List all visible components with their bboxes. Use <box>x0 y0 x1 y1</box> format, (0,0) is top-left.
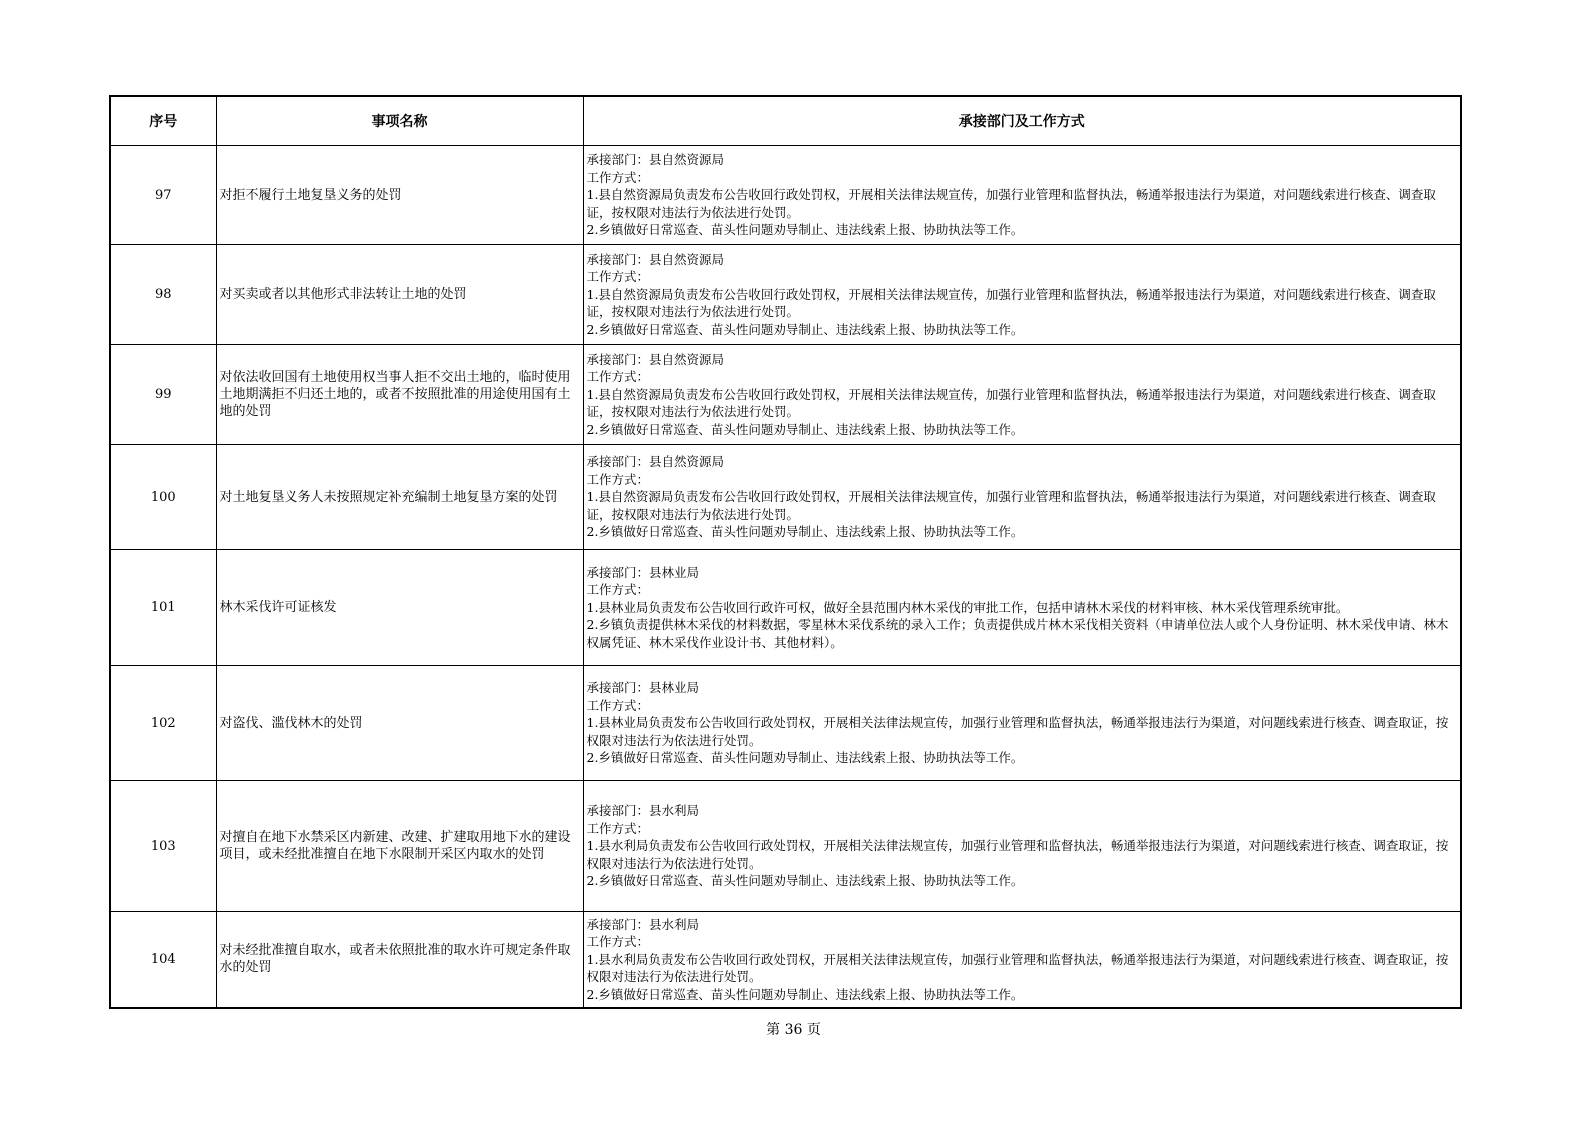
detail-line: 承接部门：县林业局 <box>586 564 700 580</box>
row-index: 99 <box>110 345 216 445</box>
detail-line: 工作方式： <box>586 697 650 713</box>
row-item-name: 对盗伐、滥伐林木的处罚 <box>216 666 583 781</box>
row-department-method <box>583 146 1461 245</box>
row-item-name: 对擅自在地下水禁采区内新建、改建、扩建取用地下水的建设项目，或未经批准擅自在地下水限制开采区内取水的处罚 <box>216 781 583 912</box>
detail-line: 2.乡镇做好日常巡查、苗头性问题劝导制止、违法线索上报、协助执法等工作。 <box>586 750 1024 766</box>
detail-line: 2.乡镇做好日常巡查、苗头性问题劝导制止、违法线索上报、协助执法等工作。 <box>586 421 1024 437</box>
detail-line: 工作方式： <box>586 369 650 385</box>
table-row <box>110 146 1461 245</box>
detail-line: 1.县水利局负责发布公告收回行政处罚权，开展相关法律法规宣传，加强行业管理和监督执法，畅通举报违法行为渠道，对问题线索进行核查、调查取证，按权限对违法行为依法进行处罚。 <box>586 838 1449 871</box>
detail-line: 2.乡镇做好日常巡查、苗头性问题劝导制止、违法线索上报、协助执法等工作。 <box>586 222 1024 238</box>
detail-line: 2.乡镇做好日常巡查、苗头性问题劝导制止、违法线索上报、协助执法等工作。 <box>586 524 1024 540</box>
row-index: 98 <box>110 245 216 345</box>
detail-line: 1.县林业局负责发布公告收回行政许可权，做好全县范围内林木采伐的审批工作，包括申请林木采伐的材料审核、林木采伐管理系统审批。 <box>586 599 1349 615</box>
table-row <box>110 912 1461 1008</box>
table-row <box>110 445 1461 550</box>
header-item-name: 事项名称 <box>216 96 583 146</box>
row-department-method <box>583 245 1461 345</box>
detail-line: 工作方式： <box>586 169 650 185</box>
detail-line: 承接部门：县林业局 <box>586 680 700 696</box>
detail-line: 工作方式： <box>586 934 650 949</box>
row-department-method <box>583 912 1461 1008</box>
row-index: 104 <box>110 912 216 1008</box>
row-department-method <box>583 550 1461 666</box>
detail-line: 工作方式： <box>586 820 650 836</box>
table-body <box>110 146 1461 1008</box>
detail-line: 承接部门：县水利局 <box>586 916 700 932</box>
table-row <box>110 666 1461 781</box>
detail-line: 承接部门：县自然资源局 <box>586 351 725 367</box>
detail-line: 2.乡镇做好日常巡查、苗头性问题劝导制止、违法线索上报、协助执法等工作。 <box>586 873 1024 889</box>
detail-line: 1.县林业局负责发布公告收回行政处罚权，开展相关法律法规宣传，加强行业管理和监督执法，畅通举报违法行为渠道，对问题线索进行核查、调查取证，按权限对违法行为依法进行处罚。 <box>586 715 1449 748</box>
detail-line: 1.县水利局负责发布公告收回行政处罚权，开展相关法律法规宣传，加强行业管理和监督执法，畅通举报违法行为渠道，对问题线索进行核查、调查取证，按权限对违法行为依法进行处罚。 <box>586 951 1449 984</box>
table-row <box>110 781 1461 912</box>
row-index: 97 <box>110 146 216 245</box>
row-item-name: 林木采伐许可证核发 <box>216 550 583 666</box>
detail-line: 1.县自然资源局负责发布公告收回行政处罚权，开展相关法律法规宣传，加强行业管理和监督执法，畅通举报违法行为渠道，对问题线索进行核查、调查取证，按权限对违法行为依法进行处罚。 <box>586 386 1436 420</box>
row-index: 103 <box>110 781 216 912</box>
row-item-name: 对买卖或者以其他形式非法转让土地的处罚 <box>216 245 583 345</box>
detail-line: 1.县自然资源局负责发布公告收回行政处罚权，开展相关法律法规宣传，加强行业管理和监督执法，畅通举报违法行为渠道，对问题线索进行核查、调查取证，按权限对违法行为依法进行处罚。 <box>586 489 1436 522</box>
matters-table <box>109 95 1462 1009</box>
detail-line: 工作方式： <box>586 269 650 285</box>
row-item-name: 对依法收回国有土地使用权当事人拒不交出土地的，临时使用土地期满拒不归还土地的，或者不按照批准的用途使用国有土地的处罚 <box>216 345 583 445</box>
detail-line: 承接部门：县水利局 <box>586 803 700 819</box>
detail-line: 2.乡镇做好日常巡查、苗头性问题劝导制止、违法线索上报、协助执法等工作。 <box>586 986 1024 1002</box>
page-number: 第 36 页 <box>766 1022 821 1038</box>
detail-line: 工作方式： <box>586 471 650 487</box>
header-index: 序号 <box>110 96 216 146</box>
table-header-row <box>110 96 1461 146</box>
detail-line: 2.乡镇做好日常巡查、苗头性问题劝导制止、违法线索上报、协助执法等工作。 <box>586 321 1024 337</box>
detail-line: 1.县自然资源局负责发布公告收回行政处罚权，开展相关法律法规宣传，加强行业管理和监督执法，畅通举报违法行为渠道，对问题线索进行核查、调查取证，按权限对违法行为依法进行处罚。 <box>586 286 1436 320</box>
row-item-name: 对未经批准擅自取水，或者未依照批准的取水许可规定条件取水的处罚 <box>216 912 583 1008</box>
detail-line: 工作方式： <box>586 582 650 598</box>
row-item-name: 对土地复垦义务人未按照规定补充编制土地复垦方案的处罚 <box>216 445 583 550</box>
detail-line: 承接部门：县自然资源局 <box>586 251 725 267</box>
row-index: 102 <box>110 666 216 781</box>
row-department-method <box>583 345 1461 445</box>
table-row <box>110 245 1461 345</box>
detail-line: 1.县自然资源局负责发布公告收回行政处罚权，开展相关法律法规宣传，加强行业管理和监督执法，畅通举报违法行为渠道，对问题线索进行核查、调查取证，按权限对违法行为依法进行处罚。 <box>586 187 1436 220</box>
detail-line: 承接部门：县自然资源局 <box>586 454 725 470</box>
header-department-method: 承接部门及工作方式 <box>583 96 1461 146</box>
row-index: 101 <box>110 550 216 666</box>
table-row <box>110 345 1461 445</box>
detail-line: 2.乡镇负责提供林木采伐的材料数据，零星林木采伐系统的录入工作；负责提供成片林木采伐相关资料（申请单位法人或个人身份证明、林木采伐申请、林木权属凭证、林木采伐作业设计书、其他材料）。 <box>586 617 1449 650</box>
row-index: 100 <box>110 445 216 550</box>
row-department-method <box>583 666 1461 781</box>
table-row <box>110 550 1461 666</box>
detail-line: 承接部门：县自然资源局 <box>586 152 725 168</box>
row-item-name: 对拒不履行土地复垦义务的处罚 <box>216 146 583 245</box>
row-department-method <box>583 781 1461 912</box>
row-department-method <box>583 445 1461 550</box>
